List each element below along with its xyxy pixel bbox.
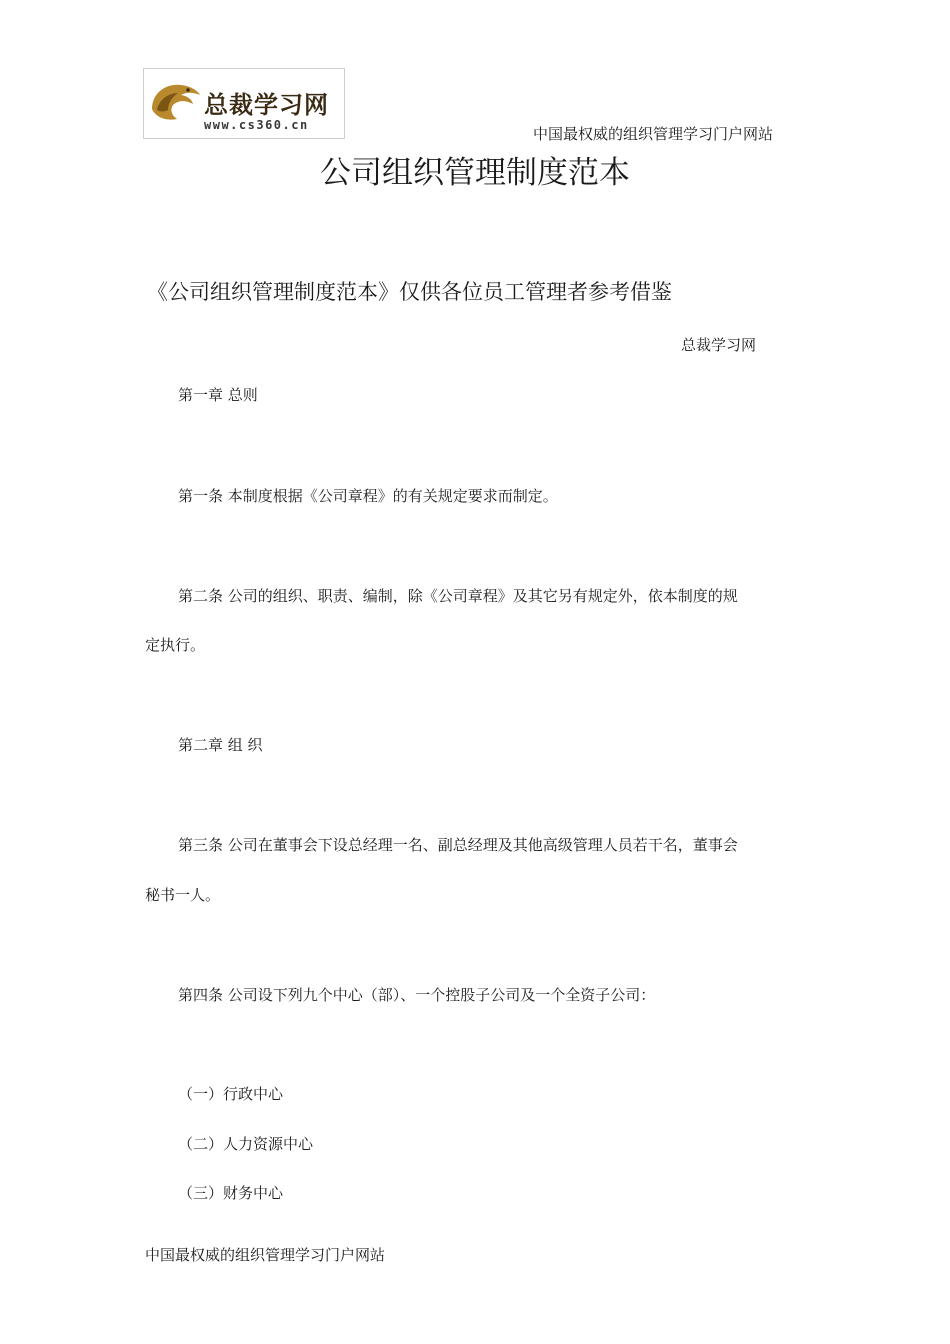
footer-tagline: 中国最权威的组织管理学习门户网站: [145, 1246, 386, 1264]
list-item: （二）人力资源中心: [178, 1135, 314, 1153]
article-paragraph: 第二条 公司的组织、职责、编制，除《公司章程》及其它另有规定外，依本制度的规: [178, 587, 738, 605]
logo-url: www.cs360.cn: [204, 118, 309, 132]
article-paragraph: 第一条 本制度根据《公司章程》的有关规定要求而制定。: [178, 487, 558, 505]
list-item: （三）财务中心: [178, 1184, 284, 1202]
logo-name: 总裁学习网: [204, 91, 329, 119]
chapter-heading: 第一章 总则: [178, 386, 258, 404]
document-source: 总裁学习网: [681, 336, 757, 354]
list-item: （一）行政中心: [178, 1085, 284, 1103]
document-title: 公司组织管理制度范本: [320, 155, 630, 191]
article-paragraph-continuation: 定执行。: [145, 636, 206, 654]
article-paragraph-continuation: 秘书一人。: [145, 886, 221, 904]
site-logo: [143, 68, 345, 139]
eagle-logo-icon: [148, 79, 202, 129]
article-paragraph: 第四条 公司设下列九个中心（部）、一个控股子公司及一个全资子公司：: [178, 986, 656, 1004]
chapter-heading: 第二章 组 织: [178, 736, 263, 754]
document-subtitle: 《公司组织管理制度范本》仅供各位员工管理者参考借鉴: [147, 280, 672, 304]
article-paragraph: 第三条 公司在董事会下设总经理一名、副总经理及其他高级管理人员若干名，董事会: [178, 836, 738, 854]
header-tagline: 中国最权威的组织管理学习门户网站: [533, 125, 774, 143]
